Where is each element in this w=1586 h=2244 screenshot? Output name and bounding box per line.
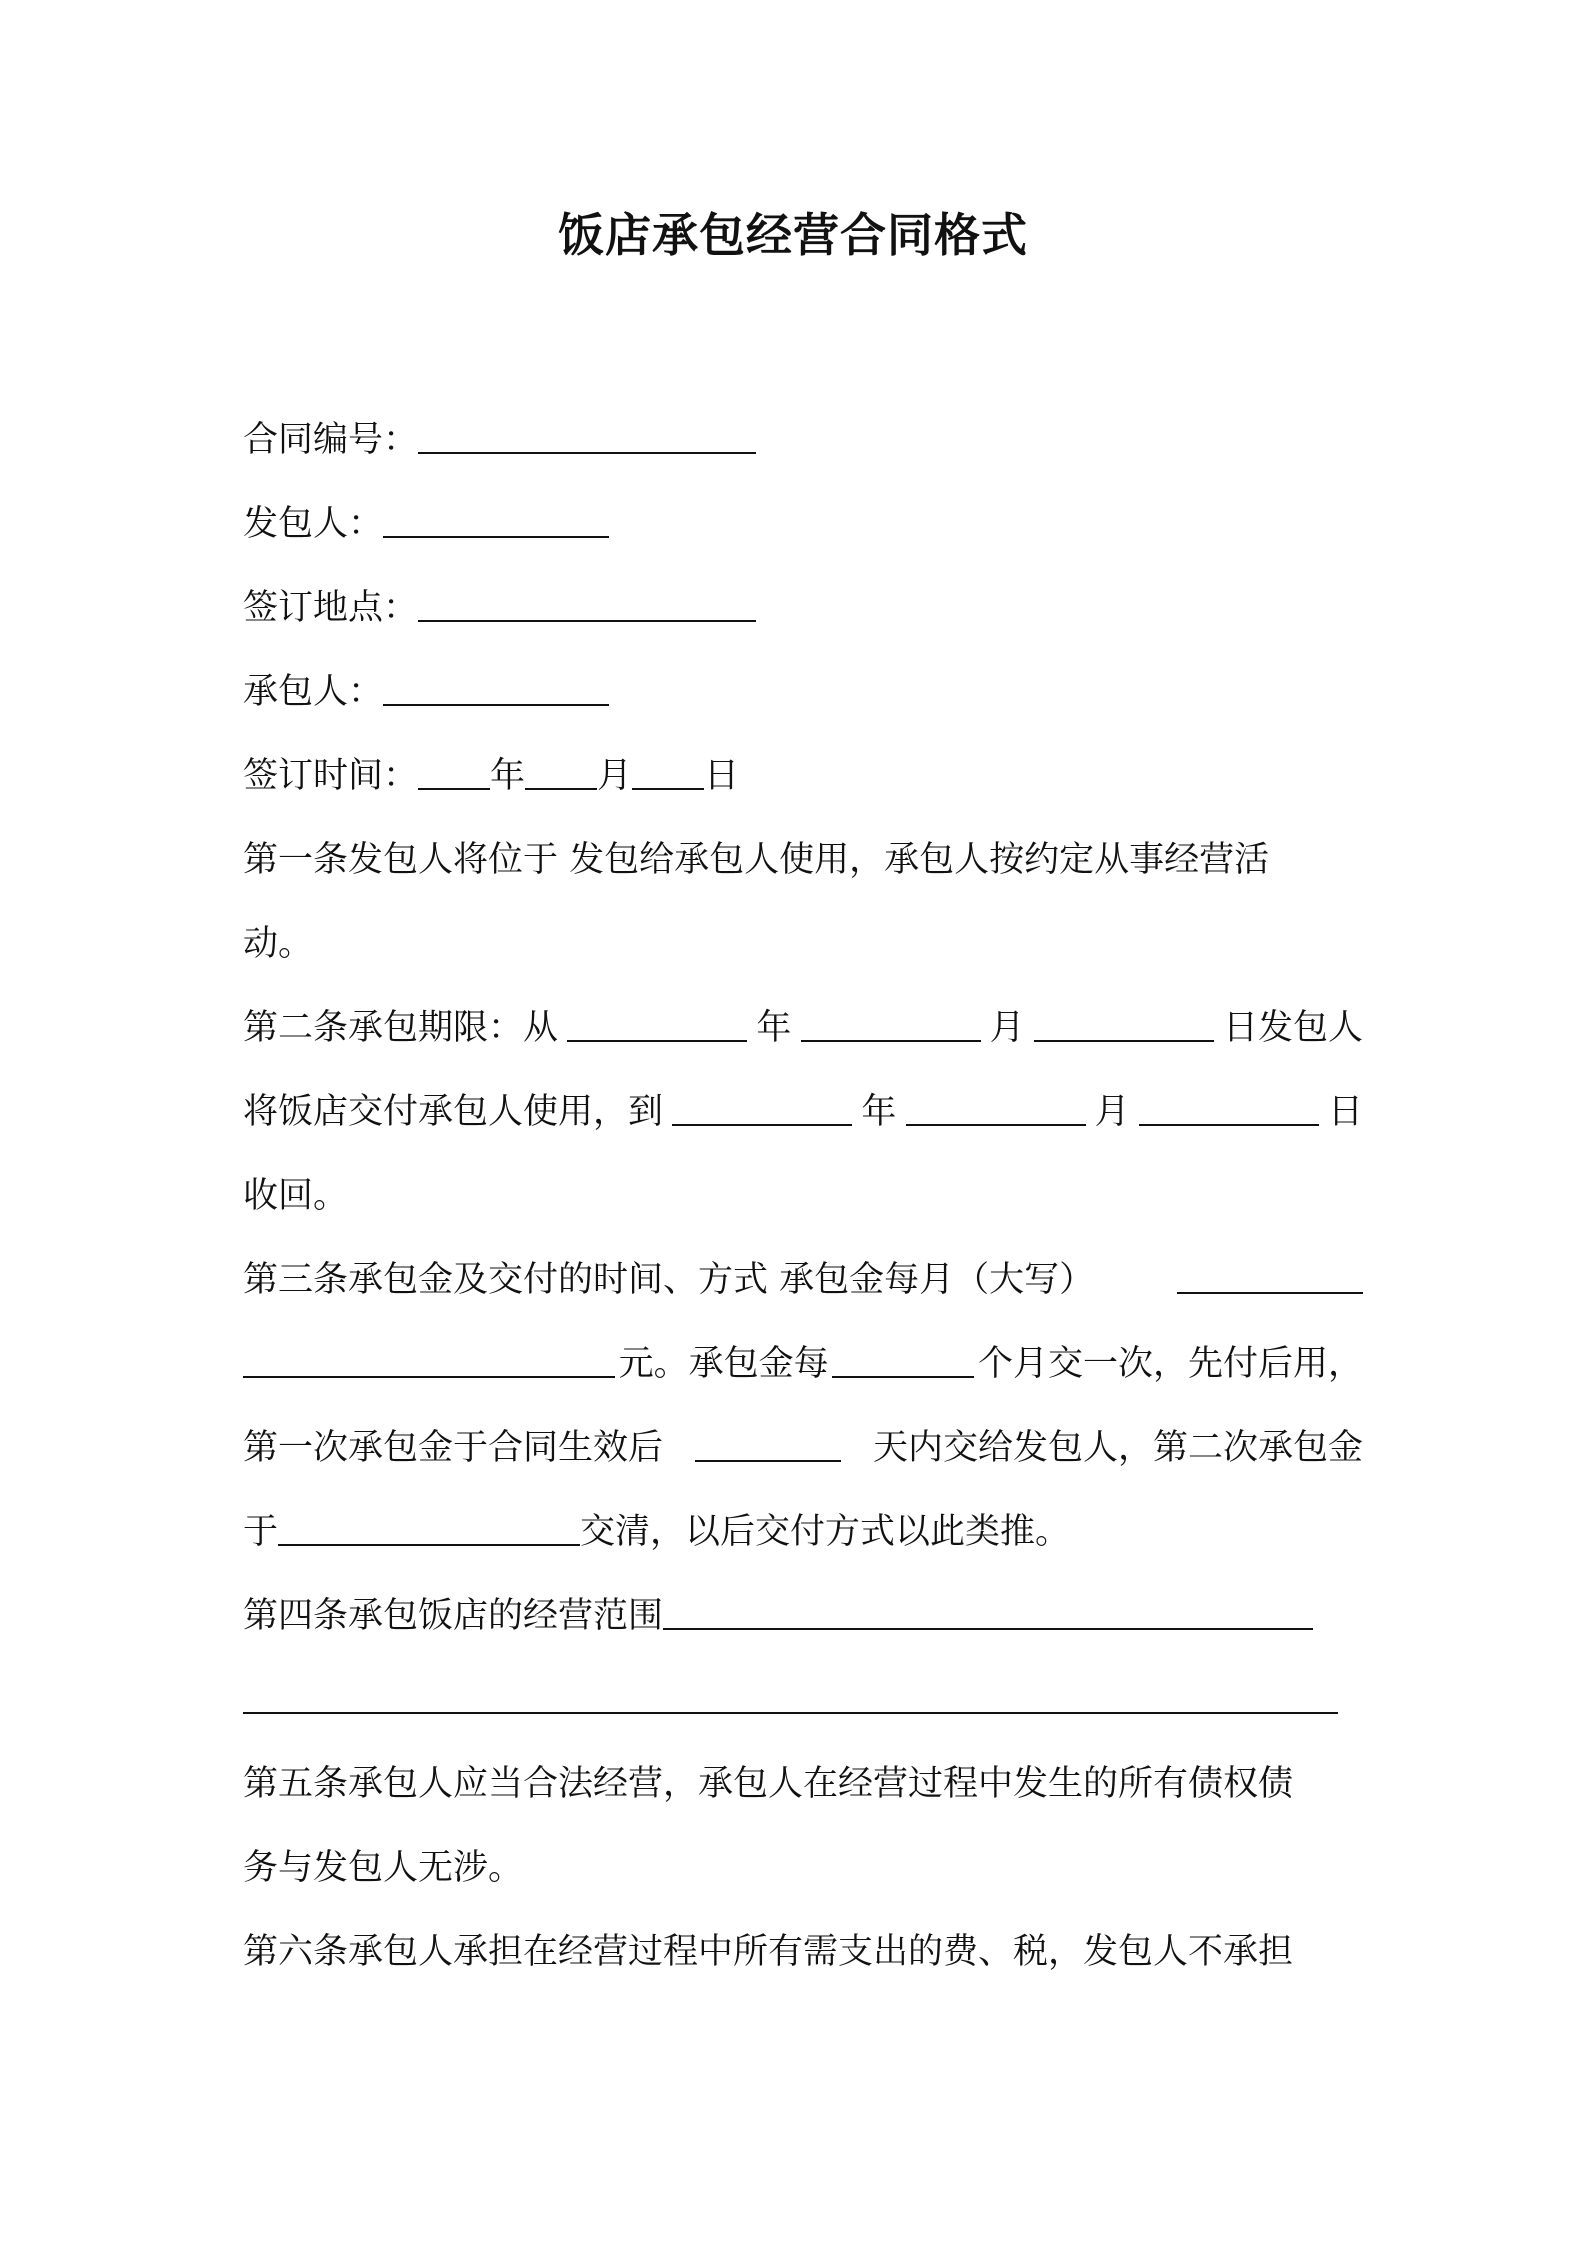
article-3-second-payment: 天内交给发包人，第二次承包金 (872, 1428, 1363, 1468)
contract-number-blank[interactable] (418, 410, 756, 454)
article-6-text: 第六条承包人承担在经营过程中所有需支出的费、税，发包人不承担 (243, 1932, 1294, 1972)
article-1-line-1 (243, 830, 1363, 890)
signing-day-blank[interactable] (632, 746, 704, 790)
article-3-line-2 (243, 1334, 1363, 1394)
article-5-line-2 (243, 1838, 1363, 1898)
document-title: 饭店承包经营合同格式 (558, 208, 1028, 262)
article-2-text-end: 收回。 (243, 1176, 349, 1216)
place-row (243, 578, 1363, 638)
article-4-text: 第四条承包饭店的经营范围 (243, 1596, 664, 1636)
article-3-line-3 (243, 1418, 1363, 1478)
term-end-month-unit: 月 (1094, 1092, 1130, 1132)
signing-month-unit: 月 (597, 756, 633, 796)
article-5-text: 第五条承包人应当合法经营，承包人在经营过程中发生的所有债权债 (243, 1764, 1294, 1804)
signing-year-unit: 年 (490, 756, 526, 796)
monthly-fee-blank[interactable] (1177, 1250, 1363, 1294)
signing-time-label: 签订时间： (243, 756, 419, 796)
article-2-line-2 (243, 1082, 1363, 1142)
article-3-line-4 (243, 1502, 1363, 1562)
place-blank[interactable] (418, 578, 756, 622)
second-payment-date-blank[interactable] (278, 1502, 580, 1546)
employer-row (243, 494, 1363, 554)
term-end-year-unit: 年 (861, 1092, 897, 1132)
contractor-row (243, 662, 1363, 722)
first-payment-days-blank[interactable] (695, 1418, 841, 1462)
term-start-year-unit: 年 (756, 1008, 792, 1048)
article-5-text-end: 务与发包人无涉。 (243, 1848, 524, 1888)
term-start-day-blank[interactable] (1034, 998, 1214, 1042)
article-3-per-month: 个月交一次，先付后用， (977, 1344, 1363, 1384)
article-1-text: 第一条发包人将位于 发包给承包人使用，承包人按约定从事经营活 (243, 840, 1270, 880)
term-end-day-blank[interactable] (1139, 1082, 1319, 1126)
article-2-from: 第二条承包期限：从 (243, 1008, 559, 1048)
article-3-first-payment: 第一次承包金于合同生效后 (243, 1428, 664, 1468)
signing-month-blank[interactable] (525, 746, 597, 790)
employer-label: 发包人： (243, 504, 384, 544)
article-3-yu: 于 (243, 1512, 279, 1552)
term-end-day-unit: 日 (1327, 1092, 1363, 1132)
article-3-text-end: 交清，以后交付方式以此类推。 (580, 1512, 1071, 1552)
contract-number-label: 合同编号： (243, 420, 419, 460)
term-start-day-unit: 日发包人 (1222, 1008, 1363, 1048)
term-end-month-blank[interactable] (906, 1082, 1086, 1126)
contractor-blank[interactable] (383, 662, 609, 706)
article-1-text-end: 动。 (243, 924, 314, 964)
business-scope-blank[interactable] (663, 1586, 1313, 1630)
payment-interval-blank[interactable] (832, 1334, 974, 1378)
signing-time-row (243, 746, 1363, 806)
term-end-year-blank[interactable] (672, 1082, 852, 1126)
article-1-line-2 (243, 914, 1363, 974)
term-start-year-blank[interactable] (567, 998, 747, 1042)
article-5-line-1 (243, 1754, 1363, 1814)
signing-day-unit: 日 (704, 756, 740, 796)
article-3-text: 第三条承包金及交付的时间、方式 承包金每月（大写） (243, 1260, 1095, 1300)
contract-number-row (243, 410, 1363, 470)
business-scope-blank-continued[interactable] (243, 1670, 1338, 1714)
employer-blank[interactable] (383, 494, 609, 538)
article-3-line-1 (243, 1250, 1363, 1310)
signing-year-blank[interactable] (418, 746, 490, 790)
article-2-line-3 (243, 1166, 1363, 1226)
article-2-handover: 将饭店交付承包人使用，到 (243, 1092, 664, 1132)
term-start-month-blank[interactable] (801, 998, 981, 1042)
contractor-label: 承包人： (243, 672, 384, 712)
article-2-line-1 (243, 998, 1363, 1058)
article-3-yuan: 元。承包金每 (618, 1344, 829, 1384)
article-6-line-1 (243, 1922, 1363, 1982)
place-label: 签订地点： (243, 588, 419, 628)
monthly-fee-blank-continued[interactable] (243, 1334, 615, 1378)
term-start-month-unit: 月 (989, 1008, 1025, 1048)
article-4-line-1 (243, 1586, 1363, 1646)
article-4-line-2 (243, 1670, 1363, 1730)
